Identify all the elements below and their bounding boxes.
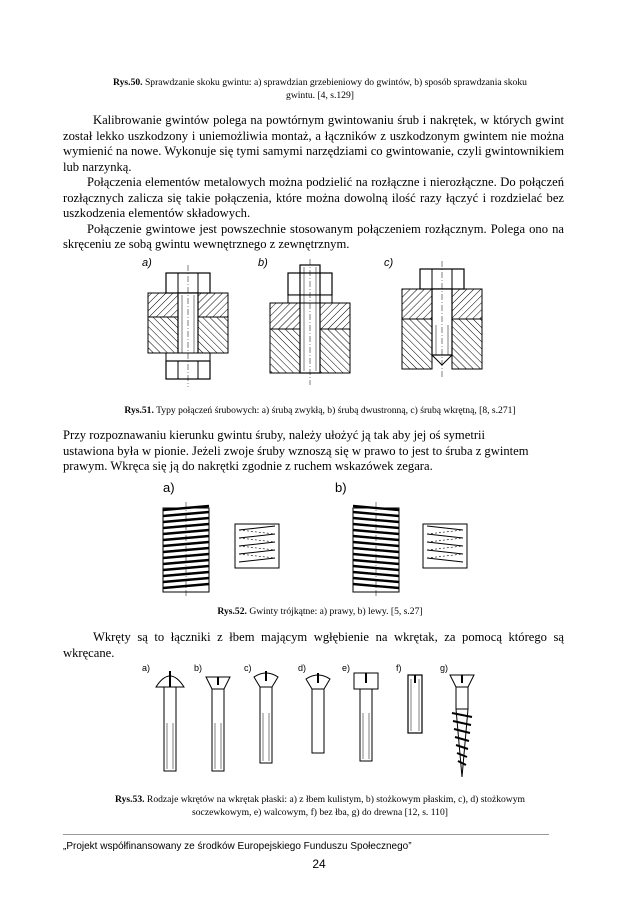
paragraph-calibration: Kalibrowanie gwintów polega na powtórnym gwintowaniu śrub i nakrętek, w których gwint został lekko uszkodzony i uniemożliwia montaż, a łączników z uszkodzonym gwintem nie można wymienić na nowe. Wykonuje się tymi samymi narzędziami co gwintowanie, czyli gwintownikiem lub narzynką. <box>63 113 564 174</box>
fig53-label-d: d) <box>298 663 307 673</box>
fig52-drawing <box>155 478 475 598</box>
fig50-caption <box>70 76 570 102</box>
fig52-label-b: b) <box>335 480 347 495</box>
fig51-screw-c <box>402 261 482 377</box>
paragraph-direction: Przy rozpoznawaniu kierunku gwintu śruby, należy ułożyć ją tak aby jej oś symetrii ustawiona była w pionie. Jeżeli zwoje śruby wznoszą się w prawo to jest to śruba z gwintem prawym. Wkręca się ją do nakrętki zgodnie z ruchem wskazówek zegara. <box>63 428 529 473</box>
screws-text <box>63 630 564 661</box>
fig52-thread-b <box>353 502 467 596</box>
fig51-bolt-joints <box>140 255 500 395</box>
fig53-screw-d <box>306 673 330 753</box>
fig51-caption <box>70 404 570 417</box>
fig53-label-a: a) <box>142 663 151 673</box>
fig51-caption-text: Typy połączeń śrubowych: a) śrubą zwykłą, b) śrubą dwustronną, c) śrubą wkrętną, [8, s.271] <box>156 405 516 416</box>
fig50-caption-label: Rys.50. <box>113 77 143 88</box>
fig53-screw-f <box>408 675 422 733</box>
fig53-drawing <box>140 663 490 783</box>
paragraph-screws: Wkręty są to łączniki z łbem mającym wgłębienie na wkrętak, za pomocą którego są wkręcane. <box>63 630 564 660</box>
fig51-stud-b <box>270 259 350 385</box>
fig53-screw-a <box>156 671 184 771</box>
fig53-label-f: f) <box>396 663 402 673</box>
fig50-caption-line1: Sprawdzanie skoku gwintu: a) sprawdzian grzebieniowy do gwintów, b) sposób sprawdzania skoku <box>144 77 527 88</box>
intro-text <box>63 113 564 253</box>
fig52-triangular-threads <box>155 478 475 598</box>
page-number: 24 <box>312 857 326 871</box>
fig51-label-a: a) <box>142 257 152 269</box>
fig53-screw-c <box>254 671 278 763</box>
fig53-caption-line2: soczewkowym, e) walcowym, f) bez łba, g) do drewna [12, s. 110] <box>192 807 448 818</box>
fig52-label-a: a) <box>163 480 175 495</box>
fig53-caption-line1: Rodzaje wkrętów na wkrętak płaski: a) z łbem kulistym, b) stożkowym płaskim, c), d) stożkowym <box>146 794 525 805</box>
fig53-caption-label: Rys.53. <box>115 794 145 805</box>
fig52-caption <box>70 605 570 618</box>
fig53-label-g: g) <box>440 663 449 673</box>
fig52-thread-a <box>163 502 279 596</box>
fig53-label-e: e) <box>342 663 351 673</box>
paragraph-connections: Połączenia elementów metalowych można podzielić na rozłączne i nierozłączne. Do połączeń rozłącznych zalicza się takie połączenia, które można dowolną ilość razy łączyć i rozdzielać bez uszkodzenia elementów składowych. <box>63 175 564 220</box>
fig53-screw-types <box>140 663 490 783</box>
fig53-label-b: b) <box>194 663 203 673</box>
paragraph-threaded: Połączenie gwintowe jest powszechnie stosowanym połączeniem rozłącznym. Polega ono na skręceniu ze sobą gwintu wewnętrznego z zewnętrznym. <box>63 221 564 251</box>
fig53-screw-b <box>206 677 230 771</box>
fig53-caption <box>70 793 570 819</box>
fig51-caption-label: Rys.51. <box>124 405 154 416</box>
fig53-label-c: c) <box>244 663 252 673</box>
footer-project-note: „Projekt współfinansowany ze środków Europejskiego Funduszu Społecznego” <box>63 841 412 852</box>
fig51-label-b: b) <box>258 257 268 269</box>
fig52-caption-label: Rys.52. <box>217 606 247 617</box>
direction-text <box>63 428 533 475</box>
fig51-drawing <box>140 255 500 395</box>
fig51-bolt-a <box>148 265 228 387</box>
footer-rule <box>63 834 549 835</box>
fig52-caption-text: Gwinty trójkątne: a) prawy, b) lewy. [5, s.27] <box>249 606 423 617</box>
fig53-screw-e <box>354 673 378 761</box>
fig53-screw-g <box>450 675 474 777</box>
fig51-label-c: c) <box>384 257 394 269</box>
fig50-caption-line2: gwintu. [4, s.129] <box>286 90 354 101</box>
